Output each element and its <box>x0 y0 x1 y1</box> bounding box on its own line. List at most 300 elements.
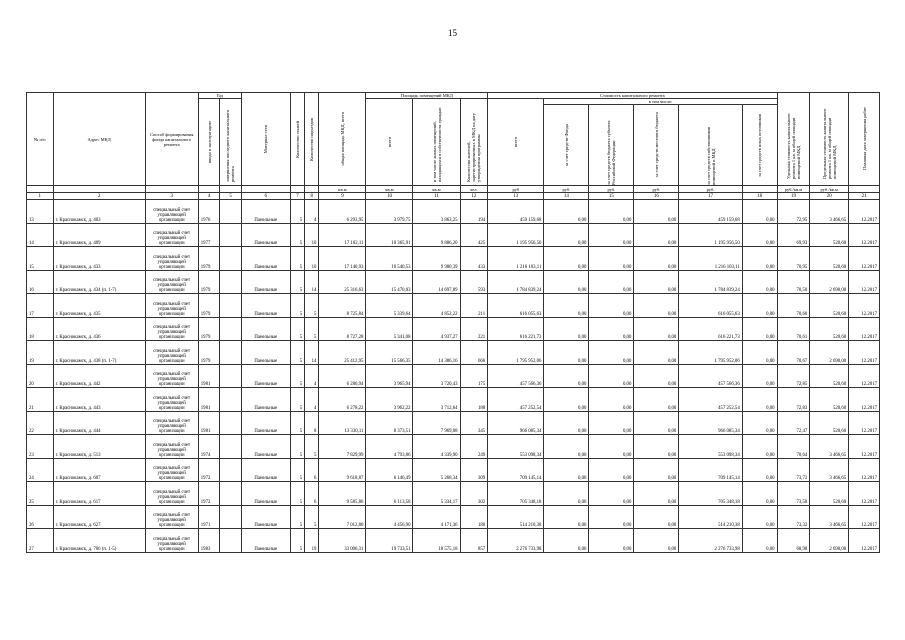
table-row <box>27 364 880 388</box>
area-owned-cell: 14 386,16 <box>413 341 460 365</box>
area-owned-cell: 9 886,20 <box>413 223 460 247</box>
residents-cell: 211 <box>460 294 488 318</box>
column-number: 7 <box>290 193 304 200</box>
year-last-repair-cell <box>220 200 241 224</box>
planned-date-cell: 12.2017 <box>849 482 880 506</box>
residents-cell: 249 <box>460 435 488 459</box>
cost-fund-cell: 0,00 <box>544 458 589 482</box>
cost-region-cell: 0,00 <box>589 388 634 412</box>
column-number: 4 <box>198 193 219 200</box>
row-number: 17 <box>27 294 54 318</box>
floors-cell: 5 <box>290 458 304 482</box>
area-owned-cell: 18 575,18 <box>413 529 460 553</box>
cost-total-cell: 457 566,36 <box>488 364 544 388</box>
max-cost-cell: 520,60 <box>810 294 849 318</box>
header-cost-region: за счет средств бюджета субъекта Российской Федерации <box>606 120 617 185</box>
year-last-repair-cell <box>220 411 241 435</box>
table-row <box>27 200 880 224</box>
planned-date-cell: 12.2017 <box>849 200 880 224</box>
year-commission-cell: 1974 <box>198 435 219 459</box>
table-row <box>27 317 880 341</box>
max-cost-cell: 3 466,65 <box>810 200 849 224</box>
planned-date-cell: 12.2017 <box>849 505 880 529</box>
max-cost-cell: 3 466,65 <box>810 435 849 459</box>
header-cost-local: за счет средств местного бюджета <box>653 112 659 178</box>
total-area-cell: 8 727,28 <box>319 317 366 341</box>
max-cost-cell: 520,60 <box>810 223 849 247</box>
unit-cost-cell: 70,67 <box>777 341 810 365</box>
cost-region-cell: 0,00 <box>589 529 634 553</box>
residents-cell: 857 <box>460 529 488 553</box>
column-number: 8 <box>305 193 319 200</box>
entrances-cell: 4 <box>305 364 319 388</box>
table-row <box>27 270 880 294</box>
cost-total-cell: 966 085,34 <box>488 411 544 435</box>
cost-other-cell: 0,00 <box>742 458 777 482</box>
header-year-group: Год <box>198 93 241 99</box>
row-number: 23 <box>27 435 54 459</box>
year-last-repair-cell <box>220 294 241 318</box>
total-area-cell: 6 278,22 <box>319 388 366 412</box>
cost-owners-cell: 1 195 956,50 <box>679 223 742 247</box>
table-row <box>27 411 880 435</box>
table-row <box>27 294 880 318</box>
unit-cell: кв.м <box>413 186 460 193</box>
residents-cell: 175 <box>460 364 488 388</box>
planned-date-cell: 12.2017 <box>849 388 880 412</box>
area-total-cell: 3 979,75 <box>366 200 413 224</box>
residents-cell: 302 <box>460 482 488 506</box>
cost-owners-cell: 616 055,63 <box>679 294 742 318</box>
planned-date-cell: 12.2017 <box>849 529 880 553</box>
cost-other-cell: 0,00 <box>742 411 777 435</box>
area-total-cell: 8 373,51 <box>366 411 413 435</box>
year-commission-cell: 1981 <box>198 388 219 412</box>
cost-owners-cell: 514 210,38 <box>679 505 742 529</box>
cost-region-cell: 0,00 <box>589 341 634 365</box>
cost-local-cell: 0,00 <box>634 270 679 294</box>
wall-material-cell: Панельные <box>241 482 290 506</box>
header-cost-group: Стоимость капитального ремонта <box>488 93 777 99</box>
column-number: 13 <box>488 193 544 200</box>
header-cost-total: всего <box>513 136 519 148</box>
cost-local-cell: 0,00 <box>634 458 679 482</box>
unit-cell: руб. <box>679 186 742 193</box>
floors-cell: 5 <box>290 270 304 294</box>
header-year-commission: ввода в эксплуатацию <box>206 121 212 163</box>
row-number: 24 <box>27 458 54 482</box>
address-cell: г. Краснокамск, д. 435 <box>53 294 145 318</box>
column-number: 15 <box>589 193 634 200</box>
max-cost-cell: 2 690,00 <box>810 341 849 365</box>
cost-owners-cell: 709 145,14 <box>679 458 742 482</box>
header-year-last-repair: завершения последнего капитального ремонта <box>225 109 236 182</box>
cost-other-cell: 0,00 <box>742 388 777 412</box>
header-max-cost: Предельная стоимость капитального ремонта 1 кв. м общей площади помещений МКД <box>821 108 837 179</box>
row-number: 21 <box>27 388 54 412</box>
max-cost-cell: 520,60 <box>810 247 849 271</box>
cost-fund-cell: 0,00 <box>544 270 589 294</box>
cost-owners-cell: 1 795 952,06 <box>679 341 742 365</box>
floors-cell: 5 <box>290 294 304 318</box>
area-owned-cell: 4 339,90 <box>413 435 460 459</box>
row-number: 26 <box>27 505 54 529</box>
cost-other-cell: 0,00 <box>742 294 777 318</box>
planned-date-cell: 12.2017 <box>849 364 880 388</box>
row-number: 25 <box>27 482 54 506</box>
area-owned-cell: 5 268,34 <box>413 458 460 482</box>
unit-cell: руб <box>488 186 544 193</box>
unit-cost-cell: 72,85 <box>777 364 810 388</box>
header-entrances: Количество подъездов <box>309 117 315 161</box>
fund-method-cell: специальный счет управляющей организации <box>145 458 198 482</box>
total-area-cell: 17 140,93 <box>319 247 366 271</box>
year-last-repair-cell <box>220 341 241 365</box>
cost-fund-cell: 0,00 <box>544 482 589 506</box>
column-number: 14 <box>544 193 589 200</box>
floors-cell: 5 <box>290 411 304 435</box>
table-body <box>27 200 880 553</box>
area-total-cell: 4 793,86 <box>366 435 413 459</box>
header-area-total: всего <box>386 136 392 148</box>
year-commission-cell: 1979 <box>198 247 219 271</box>
cost-total-cell: 1 795 952,06 <box>488 341 544 365</box>
cost-fund-cell: 0,00 <box>544 317 589 341</box>
unit-cost-cell: 72,95 <box>777 200 810 224</box>
table-header <box>27 93 880 200</box>
unit-cell: руб./кв.м <box>777 186 810 193</box>
max-cost-cell: 2 690,00 <box>810 270 849 294</box>
column-number: 18 <box>742 193 777 200</box>
cost-local-cell: 0,00 <box>634 505 679 529</box>
entrances-cell: 8 <box>305 411 319 435</box>
year-last-repair-cell <box>220 247 241 271</box>
unit-cell <box>220 186 241 193</box>
max-cost-cell: 3 466,65 <box>810 505 849 529</box>
cost-region-cell: 0,00 <box>589 411 634 435</box>
address-cell: г. Краснокамск, д. 442 <box>53 364 145 388</box>
table-row <box>27 482 880 506</box>
max-cost-cell: 520,60 <box>810 411 849 435</box>
floors-cell: 5 <box>290 364 304 388</box>
entrances-cell: 5 <box>305 294 319 318</box>
cost-local-cell: 0,00 <box>634 247 679 271</box>
column-number: 21 <box>849 193 880 200</box>
header-area-owned: в том числе жилых помещений, находящихся в собственности граждан <box>431 107 442 182</box>
cost-owners-cell: 457 566,36 <box>679 364 742 388</box>
planned-date-cell: 12.2017 <box>849 411 880 435</box>
cost-owners-cell: 459 159,68 <box>679 200 742 224</box>
total-area-cell: 25 316,63 <box>319 270 366 294</box>
header-floors: Количество этажей <box>294 120 300 158</box>
entrances-cell: 4 <box>305 388 319 412</box>
wall-material-cell: Панельные <box>241 388 290 412</box>
address-cell: г. Краснокамск, д. 627 <box>53 505 145 529</box>
address-cell: г. Краснокамск, д. 434 (п. 1-7) <box>53 270 145 294</box>
column-number: 20 <box>810 193 849 200</box>
wall-material-cell: Панельные <box>241 200 290 224</box>
year-last-repair-cell <box>220 364 241 388</box>
total-area-cell: 6 293,95 <box>319 200 366 224</box>
column-number: 3 <box>145 193 198 200</box>
cost-region-cell: 0,00 <box>589 294 634 318</box>
cost-total-cell: 2 276 733,98 <box>488 529 544 553</box>
cost-region-cell: 0,00 <box>589 364 634 388</box>
cost-other-cell: 0,00 <box>742 317 777 341</box>
address-cell: г. Краснокамск, д. 438 (п. 1-7) <box>53 341 145 365</box>
header-address: Адрес МКД <box>53 93 145 186</box>
capital-repair-table <box>26 92 880 553</box>
unit-cell: кв.м <box>366 186 413 193</box>
cost-region-cell: 0,00 <box>589 458 634 482</box>
total-area-cell: 7 829,99 <box>319 435 366 459</box>
cost-region-cell: 0,00 <box>589 200 634 224</box>
cost-fund-cell: 0,00 <box>544 505 589 529</box>
unit-cost-cell: 70,60 <box>777 294 810 318</box>
floors-cell: 5 <box>290 529 304 553</box>
total-area-cell: 9 585,86 <box>319 482 366 506</box>
area-owned-cell: 5 334,17 <box>413 482 460 506</box>
column-number: 6 <box>241 193 290 200</box>
year-commission-cell: 1976 <box>198 200 219 224</box>
column-number: 2 <box>53 193 145 200</box>
cost-fund-cell: 0,00 <box>544 411 589 435</box>
cost-total-cell: 709 145,14 <box>488 458 544 482</box>
column-number: 19 <box>777 193 810 200</box>
entrances-cell: 14 <box>305 270 319 294</box>
total-area-cell: 6 280,94 <box>319 364 366 388</box>
wall-material-cell: Панельные <box>241 341 290 365</box>
planned-date-cell: 12.2017 <box>849 247 880 271</box>
cost-other-cell: 0,00 <box>742 505 777 529</box>
total-area-cell: 25 412,95 <box>319 341 366 365</box>
row-number: 15 <box>27 247 54 271</box>
entrances-cell: 19 <box>305 529 319 553</box>
residents-cell: 309 <box>460 458 488 482</box>
address-cell: г. Краснокамск, д. 607 <box>53 458 145 482</box>
cost-total-cell: 459 159,68 <box>488 200 544 224</box>
floors-cell: 5 <box>290 435 304 459</box>
wall-material-cell: Панельные <box>241 411 290 435</box>
cost-total-cell: 514 210,38 <box>488 505 544 529</box>
cost-fund-cell: 0,00 <box>544 435 589 459</box>
floors-cell: 5 <box>290 317 304 341</box>
cost-local-cell: 0,00 <box>634 529 679 553</box>
fund-method-cell: специальный счет управляющей организации <box>145 200 198 224</box>
year-last-repair-cell <box>220 388 241 412</box>
cost-other-cell: 0,00 <box>742 529 777 553</box>
area-owned-cell: 9 980,39 <box>413 247 460 271</box>
unit-cell <box>849 186 880 193</box>
fund-method-cell: специальный счет управляющей организации <box>145 317 198 341</box>
table-row <box>27 505 880 529</box>
unit-cell: кв.м <box>319 186 366 193</box>
cost-local-cell: 0,00 <box>634 411 679 435</box>
area-total-cell: 10 365,91 <box>366 223 413 247</box>
unit-cell <box>742 186 777 193</box>
floors-cell: 5 <box>290 223 304 247</box>
entrances-cell: 6 <box>305 482 319 506</box>
cost-local-cell: 0,00 <box>634 317 679 341</box>
wall-material-cell: Панельные <box>241 270 290 294</box>
planned-date-cell: 12.2017 <box>849 270 880 294</box>
cost-fund-cell: 0,00 <box>544 294 589 318</box>
cost-local-cell: 0,00 <box>634 388 679 412</box>
row-number: 16 <box>27 270 54 294</box>
residents-cell: 425 <box>460 223 488 247</box>
table-row <box>27 341 880 365</box>
area-total-cell: 6 146,49 <box>366 458 413 482</box>
unit-cost-cell: 72,47 <box>777 411 810 435</box>
unit-cost-cell: 73,72 <box>777 458 810 482</box>
cost-total-cell: 1 195 956,50 <box>488 223 544 247</box>
year-commission-cell: 1972 <box>198 458 219 482</box>
unit-cell: руб. <box>544 186 589 193</box>
header-fund-method: Способ формирования фонда капитального ремонта <box>145 93 198 186</box>
cost-fund-cell: 0,00 <box>544 200 589 224</box>
unit-cell <box>305 186 319 193</box>
fund-method-cell: специальный счет управляющей организации <box>145 505 198 529</box>
fund-method-cell: специальный счет управляющей организации <box>145 482 198 506</box>
cost-local-cell: 0,00 <box>634 482 679 506</box>
header-unit-cost: Удельная стоимость капитального ремонта 1 кв. м общей площади помещений МКД <box>785 113 801 179</box>
area-total-cell: 6 113,58 <box>366 482 413 506</box>
year-commission-cell: 1979 <box>198 317 219 341</box>
area-total-cell: 15 566,35 <box>366 341 413 365</box>
year-commission-cell: 1981 <box>198 364 219 388</box>
address-cell: г. Краснокамск, д. 444 <box>53 411 145 435</box>
residents-cell: 345 <box>460 411 488 435</box>
area-total-cell: 10 540,53 <box>366 247 413 271</box>
residents-cell: 593 <box>460 270 488 294</box>
residents-cell: 194 <box>460 200 488 224</box>
area-owned-cell: 4 937,27 <box>413 317 460 341</box>
unit-cell <box>290 186 304 193</box>
year-last-repair-cell <box>220 482 241 506</box>
unit-cell <box>27 186 54 193</box>
year-last-repair-cell <box>220 270 241 294</box>
cost-region-cell: 0,00 <box>589 223 634 247</box>
floors-cell: 5 <box>290 247 304 271</box>
area-owned-cell: 3 720,43 <box>413 364 460 388</box>
year-last-repair-cell <box>220 223 241 247</box>
cost-other-cell: 0,00 <box>742 270 777 294</box>
unit-cell: чел. <box>460 186 488 193</box>
cost-owners-cell: 705 348,18 <box>679 482 742 506</box>
row-number: 13 <box>27 200 54 224</box>
fund-method-cell: специальный счет управляющей организации <box>145 388 198 412</box>
entrances-cell: 10 <box>305 247 319 271</box>
table-row <box>27 529 880 553</box>
wall-material-cell: Панельные <box>241 247 290 271</box>
header-cost-owners: за счет средств собственников помещений в МКД <box>705 126 716 185</box>
area-owned-cell: 4 852,22 <box>413 294 460 318</box>
address-cell: г. Краснокамск, д. 617 <box>53 482 145 506</box>
header-total-area: общая площадь МКД, всего <box>339 112 345 166</box>
cost-local-cell: 0,00 <box>634 223 679 247</box>
row-number: 19 <box>27 341 54 365</box>
year-commission-cell: 1979 <box>198 270 219 294</box>
area-total-cell: 3 965,94 <box>366 364 413 388</box>
entrances-cell: 14 <box>305 341 319 365</box>
wall-material-cell: Панельные <box>241 223 290 247</box>
cost-owners-cell: 2 276 733,98 <box>679 529 742 553</box>
residents-cell: 221 <box>460 317 488 341</box>
cost-local-cell: 0,00 <box>634 364 679 388</box>
total-area-cell: 7 012,80 <box>319 505 366 529</box>
wall-material-cell: Панельные <box>241 317 290 341</box>
address-cell: г. Краснокамск, д. 409 <box>53 223 145 247</box>
area-total-cell: 15 470,03 <box>366 270 413 294</box>
year-last-repair-cell <box>220 435 241 459</box>
unit-cell <box>145 186 198 193</box>
cost-local-cell: 0,00 <box>634 294 679 318</box>
cost-fund-cell: 0,00 <box>544 247 589 271</box>
cost-total-cell: 1 784 839,24 <box>488 270 544 294</box>
row-number: 14 <box>27 223 54 247</box>
area-total-cell: 5 339,64 <box>366 294 413 318</box>
year-commission-cell: 1983 <box>198 529 219 553</box>
fund-method-cell: специальный счет управляющей организации <box>145 364 198 388</box>
header-cost-incl: в том числе: <box>544 99 777 105</box>
entrances-cell: 6 <box>305 458 319 482</box>
cost-total-cell: 616 221,73 <box>488 317 544 341</box>
column-number: 16 <box>634 193 679 200</box>
year-commission-cell: 1972 <box>198 482 219 506</box>
header-cost-fund: за счет средств Фонда <box>563 123 569 167</box>
address-cell: г. Краснокамск, д. 706 (п. 1-5) <box>53 529 145 553</box>
column-number: 5 <box>220 193 241 200</box>
unit-cost-cell: 73,58 <box>777 482 810 506</box>
area-owned-cell: 3 712,64 <box>413 388 460 412</box>
column-number: 17 <box>679 193 742 200</box>
fund-method-cell: специальный счет управляющей организации <box>145 341 198 365</box>
table-row <box>27 223 880 247</box>
planned-date-cell: 12.2017 <box>849 294 880 318</box>
area-owned-cell: 14 697,89 <box>413 270 460 294</box>
unit-cell: руб./кв.м <box>810 186 849 193</box>
units-row <box>27 186 880 193</box>
total-area-cell: 8 725,84 <box>319 294 366 318</box>
cost-fund-cell: 0,00 <box>544 364 589 388</box>
column-number: 9 <box>319 193 366 200</box>
fund-method-cell: специальный счет управляющей организации <box>145 270 198 294</box>
address-cell: г. Краснокамск, д. 443 <box>53 388 145 412</box>
floors-cell: 5 <box>290 482 304 506</box>
entrances-cell: 5 <box>305 435 319 459</box>
residents-cell: 180 <box>460 505 488 529</box>
cost-other-cell: 0,00 <box>742 247 777 271</box>
unit-cell: руб. <box>589 186 634 193</box>
area-owned-cell: 4 171,36 <box>413 505 460 529</box>
cost-fund-cell: 0,00 <box>544 341 589 365</box>
wall-material-cell: Панельные <box>241 529 290 553</box>
cost-region-cell: 0,00 <box>589 317 634 341</box>
cost-total-cell: 705 348,18 <box>488 482 544 506</box>
cost-local-cell: 0,00 <box>634 341 679 365</box>
wall-material-cell: Панельные <box>241 505 290 529</box>
cost-region-cell: 0,00 <box>589 435 634 459</box>
unit-cost-cell: 69,93 <box>777 223 810 247</box>
cost-owners-cell: 1 216 103,11 <box>679 247 742 271</box>
floors-cell: 5 <box>290 341 304 365</box>
header-num: № п/п <box>27 93 54 186</box>
cost-fund-cell: 0,00 <box>544 529 589 553</box>
planned-date-cell: 12.2017 <box>849 435 880 459</box>
year-last-repair-cell <box>220 505 241 529</box>
unit-cell <box>198 186 219 193</box>
area-total-cell: 5 341,08 <box>366 317 413 341</box>
